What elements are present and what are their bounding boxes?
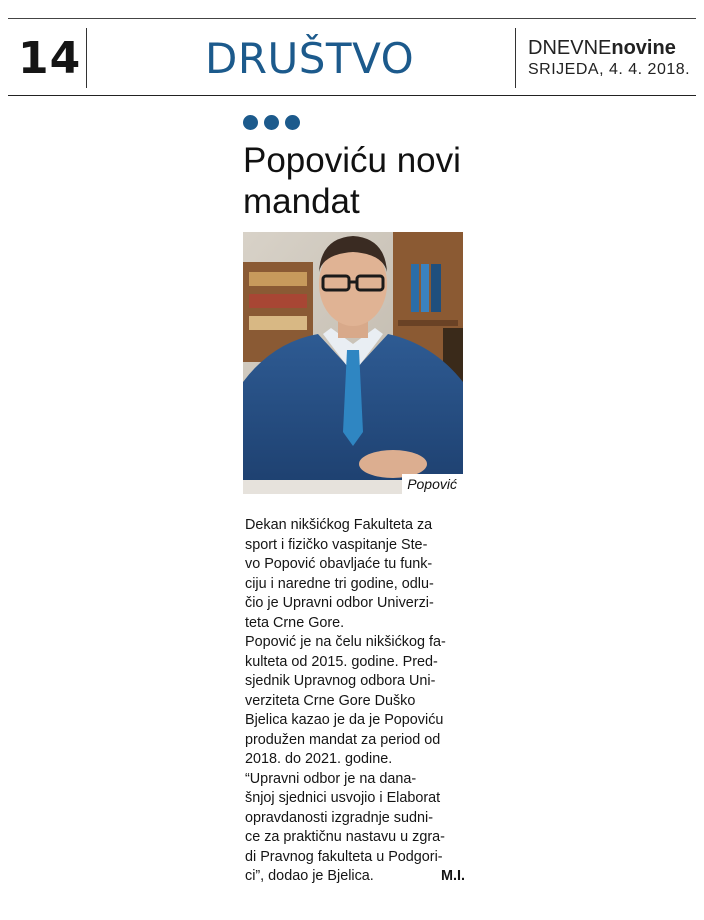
body-line: produžen mandat za period od (245, 731, 441, 748)
portrait-illustration (243, 232, 463, 494)
page-header (0, 0, 704, 100)
body-line: ciju i naredne tri godine, odlu- (245, 575, 434, 592)
body-line: “Upravni odbor je na dana- (245, 770, 417, 787)
section-title: DRUŠTVO (205, 34, 415, 83)
issue-date: SRIJEDA, 4. 4. 2018. (528, 61, 691, 78)
headline-line-2: mandat (243, 182, 360, 221)
header-bottom-rule (8, 95, 696, 96)
newspaper-brand (528, 36, 676, 60)
header-top-rule (8, 18, 696, 19)
page-number: 14 (18, 33, 82, 84)
brand-regular: DNEVNE (528, 37, 612, 59)
body-line: sport i fizičko vaspitanje Ste- (245, 536, 428, 553)
body-line: čio je Upravni odbor Univerzi- (245, 595, 434, 611)
ornament-dot (264, 115, 279, 130)
body-line: Bjelica kazao je da je Popoviću (245, 712, 444, 728)
body-line: opravdanosti izgradnje sudni- (245, 809, 433, 826)
article-headline (243, 140, 503, 222)
body-line: Dekan nikšićkog Fakulteta za (245, 517, 433, 533)
header-divider-left (86, 28, 87, 88)
article-body (245, 516, 465, 887)
body-line: Popović je na čelu nikšićkog fa- (245, 634, 446, 650)
body-line: ci”, dodao je Bjelica. (245, 868, 374, 884)
body-line: 2018. do 2021. godine. (245, 751, 393, 767)
ornament-dot (243, 115, 258, 130)
body-line: di Pravnog fakulteta u Podgori- (245, 848, 443, 865)
body-line: kulteta od 2015. godine. Pred- (245, 653, 438, 670)
author-signature: M.I. (441, 868, 465, 884)
photo-caption: Popović (402, 474, 463, 494)
body-line: sjednik Upravnog odbora Uni- (245, 673, 436, 689)
body-line: vo Popović obavljaće tu funk- (245, 556, 433, 572)
brand-bold: novine (611, 37, 676, 59)
body-line: verziteta Crne Gore Duško (245, 692, 416, 709)
body-last-line (245, 867, 465, 887)
headline-line-1: Popoviću novi (243, 141, 461, 180)
article-photo (243, 232, 463, 494)
body-line: teta Crne Gore. (245, 614, 345, 631)
body-line: šnjoj sjednici usvojio i Elaborat (245, 790, 441, 806)
ornament-dot (285, 115, 300, 130)
body-line: ce za praktičnu nastavu u zgra- (245, 829, 445, 845)
header-divider-right (515, 28, 516, 88)
